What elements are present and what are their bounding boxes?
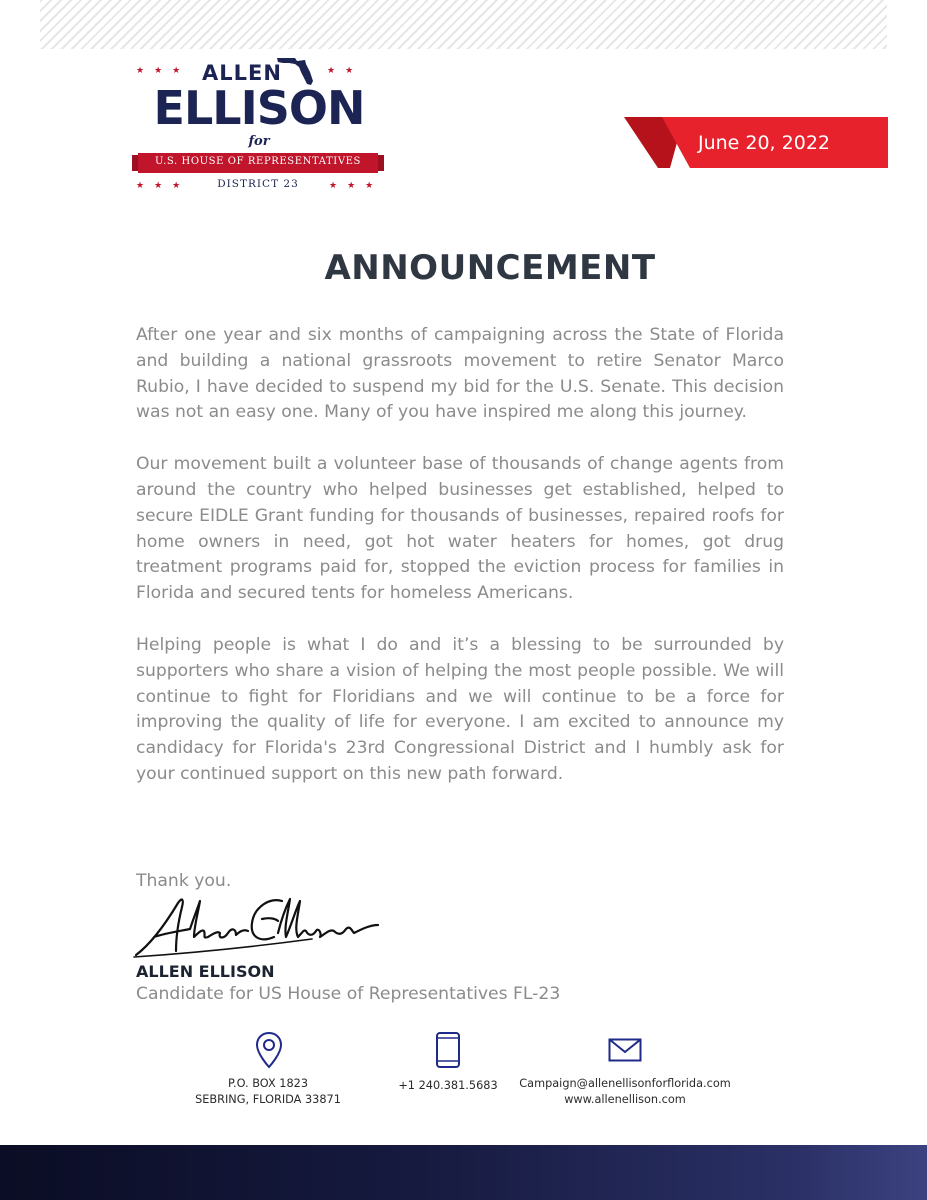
handwritten-signature bbox=[132, 893, 382, 961]
map-pin-icon bbox=[255, 1031, 283, 1069]
signer-title: Candidate for US House of Representatives FL-23 bbox=[136, 984, 561, 1004]
logo-first-name: ALLEN bbox=[202, 61, 282, 85]
body-paragraph: After one year and six months of campaigning across the State of Florida and building a national grassroots movement to retire Senator Marco Rubio, I have decided to suspend my bid for the U.S. Senate. This decision was not an easy one. Many of you have inspired me along this journey. bbox=[136, 325, 784, 423]
logo-stars-bottom-left: ★★★ bbox=[136, 181, 191, 191]
logo-last-name: ELLISON bbox=[153, 81, 365, 135]
website-link[interactable]: www.allenellison.com bbox=[564, 1093, 686, 1106]
decorative-bottom-band bbox=[0, 1145, 927, 1200]
decorative-top-band bbox=[40, 0, 887, 49]
logo-stars-bottom-right: ★★★ bbox=[329, 181, 384, 191]
page-title: ANNOUNCEMENT bbox=[324, 248, 656, 288]
phone-number[interactable]: +1 240.381.5683 bbox=[398, 1079, 498, 1092]
letter-body bbox=[136, 323, 784, 814]
logo-office: U.S. HOUSE OF REPRESENTATIVES bbox=[154, 156, 361, 167]
body-paragraph: Helping people is what I do and it’s a blessing to be surrounded by supporters who share a vision of helping the most people possible. We will continue to fight for Floridians and we will continue to be a force for improving the quality of life for everyone. I am excited to announce my candidacy for Florida's 23rd Congressional District and I humbly ask for your continued support on this new path forward. bbox=[136, 634, 784, 784]
contact-online bbox=[505, 1076, 745, 1108]
closing-text: Thank you. bbox=[136, 871, 232, 891]
contact-address bbox=[178, 1076, 358, 1108]
phone-icon bbox=[435, 1031, 461, 1069]
letter-date: June 20, 2022 bbox=[697, 131, 830, 154]
logo-stars-left: ★★★ bbox=[136, 66, 191, 76]
email-link[interactable]: Campaign@allenellisonforflorida.com bbox=[519, 1077, 731, 1090]
logo-district: DISTRICT 23 bbox=[217, 178, 299, 190]
address-line-1: P.O. BOX 1823 bbox=[227, 1077, 309, 1090]
campaign-logo bbox=[132, 52, 386, 194]
envelope-icon bbox=[608, 1038, 642, 1062]
contact-phone[interactable] bbox=[378, 1078, 518, 1094]
body-paragraph: Our movement built a volunteer base of thousands of change agents from around the country who helped businesses get established, helped to secure EIDLE Grant funding for thousands of businesses, repaired roofs for home owners in need, got hot water heaters for homes, got drug treatment programs paid for, stopped the eviction process for families in Florida and secured tents for homeless Americans. bbox=[136, 454, 784, 604]
logo-for-word: for bbox=[248, 134, 270, 149]
signer-name: ALLEN ELLISON bbox=[136, 962, 275, 981]
logo-stars-right: ★★ bbox=[327, 66, 364, 76]
address-line-2: SEBRING, FLORIDA 33871 bbox=[195, 1093, 341, 1106]
